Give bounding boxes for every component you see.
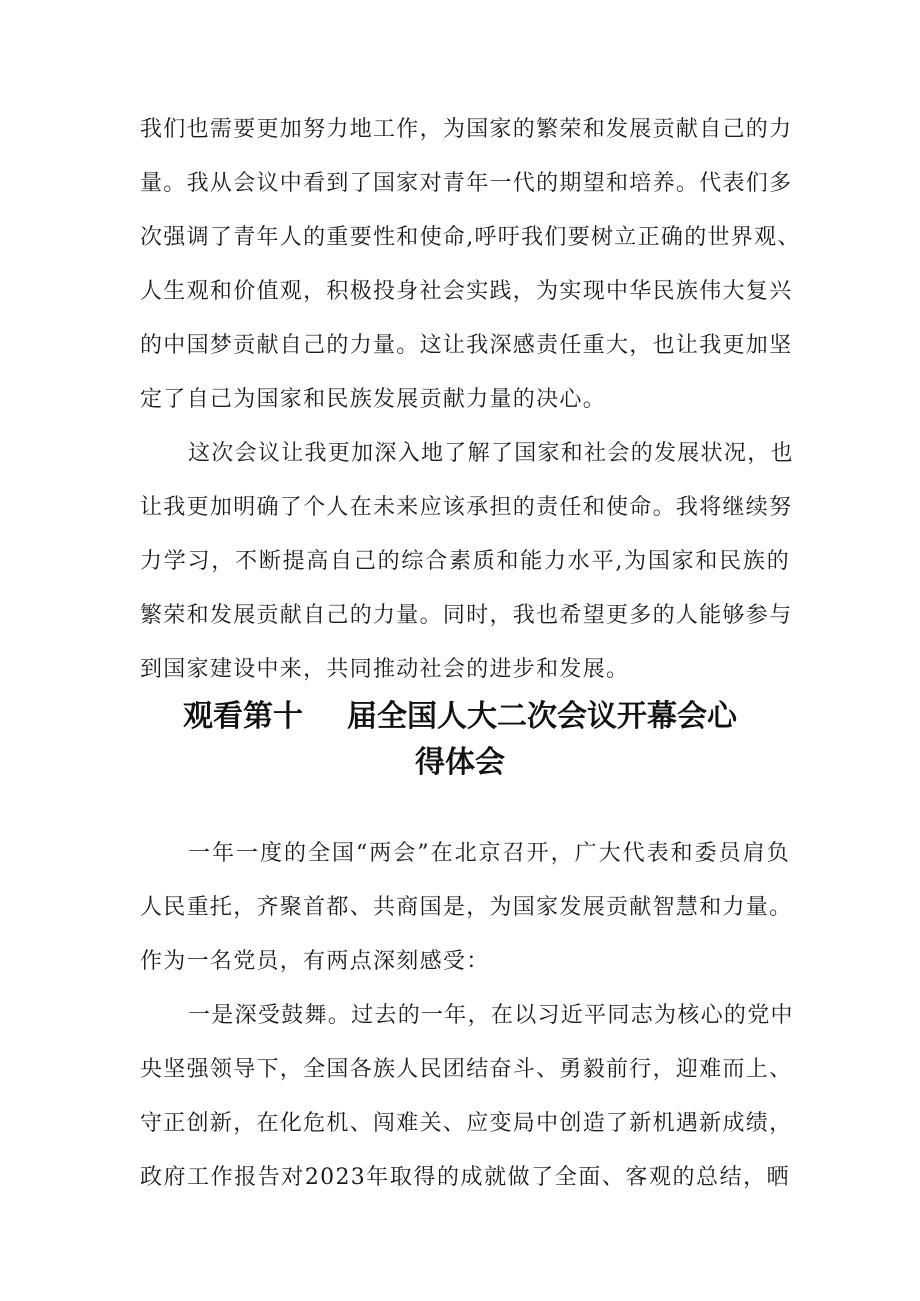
paragraph	[140, 827, 793, 989]
text-line: 一是深受鼓舞。过去的一年，在以习近平同志为核心的党中	[188, 1003, 794, 1028]
text-line: 这次会议让我更加深入地了解了国家和社会的发展状况，也	[188, 441, 794, 466]
text-line: 人生观和价值观，积极投身社会实践，为实现中华民族伟大复兴	[140, 279, 793, 304]
paragraph	[140, 989, 794, 1205]
text-line: 一年一度的全国“两会”在北京召开，广大代表和委员肩负	[188, 841, 790, 866]
top-text-block	[140, 103, 801, 697]
text-line: 作为一名党员，有两点深刻感受：	[140, 949, 490, 974]
text-line: 量。我从会议中看到了国家对青年一代的期望和培养。代表们多	[140, 171, 793, 196]
text-line: 让我更加明确了个人在未来应该承担的责任和使命。我将继续努	[140, 495, 793, 520]
text-line: 的中国梦贡献自己的力量。这让我深感责任重大，也让我更加坚	[140, 333, 793, 358]
title-text: 届全国人大二次会议开幕会心	[347, 699, 737, 734]
paragraph	[140, 103, 801, 427]
text-line: 央坚强领导下，全国各族人民团结奋斗、勇毅前行，迎难而上、	[140, 1057, 793, 1082]
title-line	[100, 694, 820, 740]
text-line: 力学习，不断提高自己的综合素质和能力水平,为国家和民族的	[140, 549, 790, 574]
text-line: 次强调了青年人的重要性和使命,呼吁我们要树立正确的世界观、	[140, 225, 801, 250]
text-line: 人民重托，齐聚首都、共商国是，为国家发展贡献智慧和力量。	[140, 895, 793, 920]
title-line: 得体会	[415, 745, 505, 780]
title-text: 观看第十	[183, 699, 303, 734]
section-title	[100, 694, 820, 786]
text-line: 我们也需要更加努力地工作，为国家的繁荣和发展贡献自己的力	[140, 117, 793, 142]
bottom-text-block	[140, 827, 794, 1205]
text-line: 政府工作报告对2023年取得的成就做了全面、客观的总结，晒	[140, 1165, 790, 1190]
text-line: 繁荣和发展贡献自己的力量。同时，我也希望更多的人能够参与	[140, 603, 793, 628]
text-line: 定了自己为国家和民族发展贡献力量的决心。	[140, 387, 607, 412]
paragraph	[140, 427, 794, 697]
text-line: 到国家建设中来，共同推动社会的进步和发展。	[140, 657, 630, 682]
text-line: 守正创新，在化危机、闯难关、应变局中创造了新机遇新成绩，	[140, 1111, 793, 1136]
